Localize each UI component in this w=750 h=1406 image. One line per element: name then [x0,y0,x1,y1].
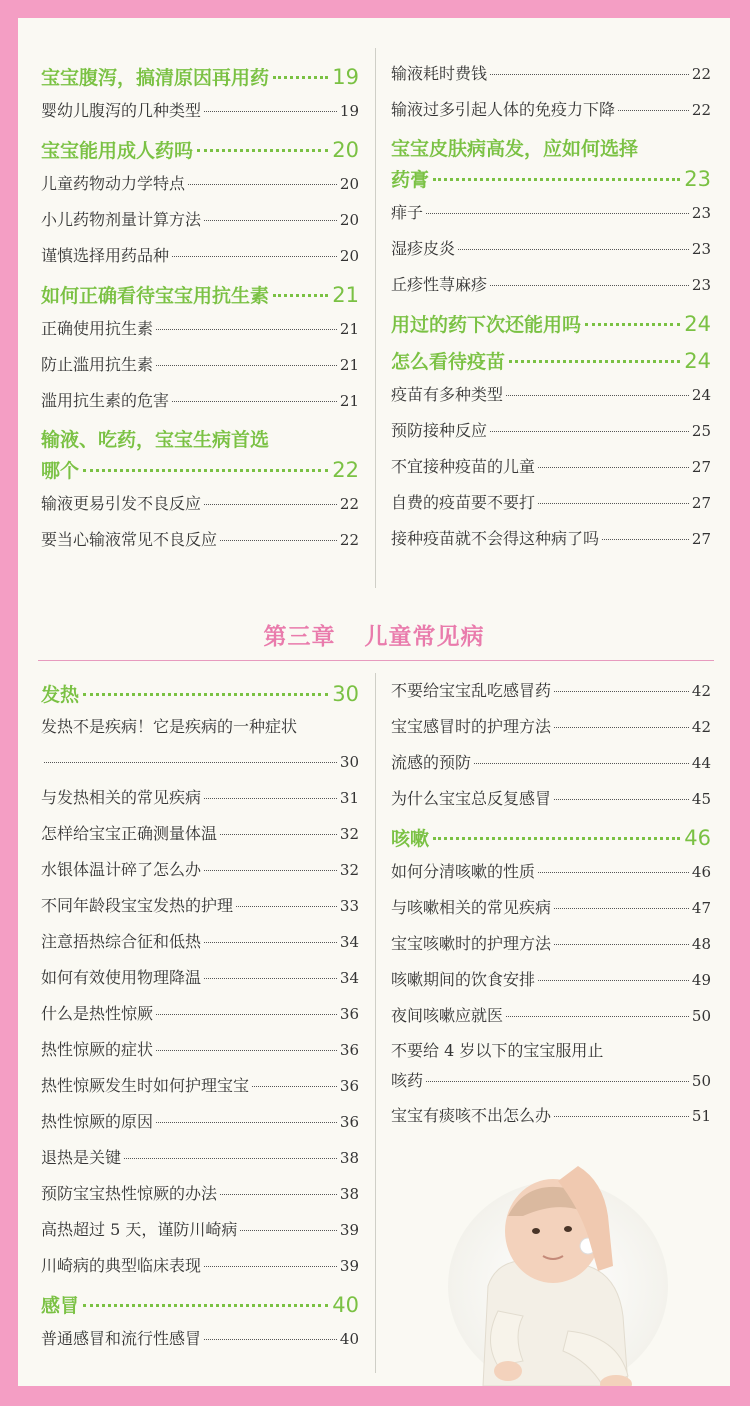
dot-leader [44,762,337,763]
toc-entry [41,996,359,1032]
toc-section-heading [391,134,711,195]
entry-title: 输液过多引起人体的免疫力下降 [391,100,616,119]
entry-page-number: 24 [691,386,711,404]
entry-title: 高热超过 5 天，谨防川崎病 [41,1220,238,1239]
dot-leader [538,467,689,468]
dot-leader [204,220,337,221]
toc-section-heading [41,425,359,486]
toc-section-heading [41,679,359,710]
toc-entry [391,998,711,1034]
section-title-row [391,164,711,195]
chapter-number: 第三章 [263,624,336,650]
entry-title: 接种疫苗就不会得这种病了吗 [391,529,600,548]
entry-title: 婴幼儿腹泻的几种类型 [41,101,202,120]
entry-page-number: 48 [691,935,711,953]
entry-page-number: 30 [339,753,359,771]
dot-leader [554,799,689,800]
dot-leader [83,469,328,472]
toc-section-heading [41,280,359,311]
dot-leader [538,980,689,981]
toc-section-heading [391,823,711,854]
toc-entry [391,521,711,557]
entry-title: 输液耗时费钱 [391,64,488,83]
dot-leader [585,323,680,326]
entry-page-number: 27 [691,530,711,548]
toc-entry [41,522,359,558]
entry-title: 普通感冒和流行性感冒 [41,1329,202,1348]
entry-title: 疫苗有多种类型 [391,385,504,404]
entry-page-number: 36 [339,1113,359,1131]
toc-top-right-column [391,56,711,557]
entry-title: 川崎病的典型临床表现 [41,1256,202,1275]
toc-top-left-column [41,56,359,558]
chapter-rule [38,660,714,661]
entry-title: 防止滥用抗生素 [41,355,154,374]
toc-section-heading [41,135,359,166]
entry-page-number: 44 [691,754,711,772]
dot-leader [220,834,337,835]
dot-leader [204,1339,337,1340]
entry-title: 为什么宝宝总反复感冒 [391,789,552,808]
dot-leader [433,178,680,181]
entry-title: 正确使用抗生素 [41,319,154,338]
entry-page-number: 22 [691,101,711,119]
entry-title: 丘疹性荨麻疹 [391,275,488,294]
entry-title: 如何分清咳嗽的性质 [391,862,536,881]
entry-page-number: 23 [691,204,711,222]
toc-entry [391,890,711,926]
entry-title: 发热不是疾病！它是疾病的一种症状 [41,717,298,736]
toc-entry [41,202,359,238]
entry-page-number: 21 [339,320,359,338]
entry-page-number: 25 [691,422,711,440]
dot-leader [83,693,328,696]
toc-entry [41,888,359,924]
entry-page-number: 19 [339,102,359,120]
section-title: 发热 [41,684,80,706]
dot-leader [426,213,689,214]
entry-page-number: 39 [339,1257,359,1275]
toc-bottom-left-column [41,673,359,1357]
toc-entry [41,93,359,129]
dot-leader [204,111,337,112]
toc-entry [391,1098,711,1134]
dot-leader [156,365,337,366]
chapter-heading [18,618,730,651]
dot-leader [172,401,337,402]
toc-entry [391,745,711,781]
entry-page-number: 33 [339,897,359,915]
entry-title: 不同年龄段宝宝发热的护理 [41,896,234,915]
entry-page-number: 49 [691,971,711,989]
section-title-line1: 输液、吃药，宝宝生病首选 [41,429,270,451]
entry-page-number: 38 [339,1149,359,1167]
entry-title: 热性惊厥发生时如何护理宝宝 [41,1076,250,1095]
dot-leader [506,1016,689,1017]
entry-page-number: 27 [691,494,711,512]
entry-page-number: 21 [339,392,359,410]
dot-leader [554,908,689,909]
entry-page-number: 31 [339,789,359,807]
section-page-number: 19 [332,65,359,89]
entry-page-number: 34 [339,969,359,987]
toc-entry [391,56,711,92]
toc-entry [391,413,711,449]
toc-entry [41,960,359,996]
section-title: 感冒 [41,1295,80,1317]
entry-page-number: 38 [339,1185,359,1203]
entry-page-number: 42 [691,718,711,736]
entry-page-number: 46 [691,863,711,881]
entry-page-number: 22 [691,65,711,83]
section-page-number: 21 [332,283,359,307]
dot-leader [273,76,328,79]
entry-title: 痱子 [391,203,424,222]
toc-section-heading [41,62,359,93]
dot-leader [433,837,680,840]
toc-entry [41,1212,359,1248]
entry-title: 自费的疫苗要不要打 [391,493,536,512]
dot-leader [204,798,337,799]
toc-section-heading [391,309,711,340]
entry-page-number: 42 [691,682,711,700]
section-title: 宝宝能用成人药吗 [41,140,194,162]
entry-title: 夜间咳嗽应就医 [391,1006,504,1025]
toc-entry [391,709,711,745]
dot-leader [490,74,689,75]
section-title: 宝宝腹泻，搞清原因再用药 [41,67,270,89]
toc-entry [391,231,711,267]
entry-page-number: 36 [339,1005,359,1023]
chapter-title: 儿童常见病 [364,624,485,650]
toc-entry [391,854,711,890]
toc-entry [41,486,359,522]
dot-leader [509,360,680,363]
entry-title-line1: 不要给 4 岁以下的宝宝服用止 [391,1041,604,1060]
dot-leader [490,431,689,432]
dot-leader [156,329,337,330]
entry-title: 预防宝宝热性惊厥的办法 [41,1184,218,1203]
entry-page-number: 36 [339,1041,359,1059]
entry-title: 宝宝感冒时的护理方法 [391,717,552,736]
section-title: 如何正确看待宝宝用抗生素 [41,285,270,307]
entry-page-number: 50 [691,1072,711,1090]
dot-leader [204,978,337,979]
entry-page-number: 32 [339,825,359,843]
entry-title: 怎样给宝宝正确测量体温 [41,824,218,843]
toc-entry [41,816,359,852]
dot-leader [273,294,328,297]
toc-entry [41,780,359,816]
dot-leader [538,503,689,504]
dot-leader [602,539,689,540]
section-page-number: 24 [684,312,711,336]
toc-entry [41,1068,359,1104]
dot-leader [554,691,689,692]
entry-title: 热性惊厥的症状 [41,1040,154,1059]
entry-title: 儿童药物动力学特点 [41,174,186,193]
entry-page-number: 47 [691,899,711,917]
entry-title: 输液更易引发不良反应 [41,494,202,513]
section-title: 咳嗽 [391,828,430,850]
toc-entry [41,1032,359,1068]
entry-page-number: 39 [339,1221,359,1239]
toc-entry [41,924,359,960]
dot-leader [426,1081,689,1082]
dot-leader [554,727,689,728]
entry-title: 热性惊厥的原因 [41,1112,154,1131]
toc-entry [391,781,711,817]
entry-title: 与咳嗽相关的常见疾病 [391,898,552,917]
entry-title: 宝宝有痰咳不出怎么办 [391,1106,552,1125]
toc-entry [41,1176,359,1212]
entry-page-number: 36 [339,1077,359,1095]
column-divider-bottom [375,673,376,1373]
toc-section-heading [391,346,711,377]
entry-title: 预防接种反应 [391,421,488,440]
toc-entry [391,926,711,962]
dot-leader [197,149,328,152]
entry-page-number: 22 [339,531,359,549]
entry-page-number: 22 [339,495,359,513]
entry-page-number: 40 [339,1330,359,1348]
toc-entry [41,1321,359,1357]
toc-page [18,18,730,1386]
entry-page-number: 34 [339,933,359,951]
column-divider-top [375,48,376,588]
toc-entry [41,852,359,888]
dot-leader [156,1014,337,1015]
section-title: 用过的药下次还能用吗 [391,314,582,336]
dot-leader [618,110,689,111]
toc-bottom-right-column [391,673,711,1134]
entry-page-number: 20 [339,247,359,265]
section-page-number: 30 [332,682,359,706]
dot-leader [204,504,337,505]
entry-page-number: 51 [691,1107,711,1125]
entry-title: 不要给宝宝乱吃感冒药 [391,681,552,700]
dot-leader [240,1230,337,1231]
entry-title: 宝宝咳嗽时的护理方法 [391,934,552,953]
toc-section-heading [41,1290,359,1321]
entry-leader-row [41,744,359,780]
entry-title: 要当心输液常见不良反应 [41,530,218,549]
dot-leader [124,1158,337,1159]
toc-entry [41,166,359,202]
entry-title: 与发热相关的常见疾病 [41,788,202,807]
dot-leader [204,942,337,943]
section-page-number: 40 [332,1293,359,1317]
toc-entry [41,238,359,274]
entry-page-number: 21 [339,356,359,374]
section-page-number: 24 [684,349,711,373]
toc-entry [391,485,711,521]
section-title-line2: 哪个 [41,460,80,482]
entry-title: 湿疹皮炎 [391,239,456,258]
entry-page-number: 23 [691,276,711,294]
dot-leader [554,944,689,945]
entry-title: 什么是热性惊厥 [41,1004,154,1023]
entry-leader-row [391,1068,711,1098]
toc-entry [391,92,711,128]
dot-leader [538,872,689,873]
entry-page-number: 32 [339,861,359,879]
toc-entry [391,962,711,998]
section-title-row [41,455,359,486]
dot-leader [204,870,337,871]
dot-leader [156,1050,337,1051]
entry-title-line2: 咳药 [391,1071,424,1090]
toc-entry [391,195,711,231]
dot-leader [83,1304,328,1307]
toc-entry [391,449,711,485]
dot-leader [554,1116,689,1117]
section-page-number: 20 [332,138,359,162]
section-page-number: 46 [684,826,711,850]
dot-leader [204,1266,337,1267]
toc-entry [41,311,359,347]
dot-leader [252,1086,337,1087]
toc-entry [391,267,711,303]
dot-leader [188,184,337,185]
dot-leader [458,249,689,250]
toc-entry [41,347,359,383]
dot-leader [236,906,337,907]
baby-photo [428,1136,728,1386]
section-title: 怎么看待疫苗 [391,351,506,373]
entry-page-number: 23 [691,240,711,258]
section-title-line2: 药膏 [391,169,430,191]
entry-page-number: 20 [339,211,359,229]
dot-leader [220,540,337,541]
entry-title: 水银体温计碎了怎么办 [41,860,202,879]
toc-entry [41,383,359,419]
dot-leader [220,1194,337,1195]
dot-leader [506,395,689,396]
section-page-number: 23 [684,167,711,191]
entry-title: 退热是关键 [41,1148,122,1167]
toc-entry [41,710,359,780]
entry-title: 咳嗽期间的饮食安排 [391,970,536,989]
entry-title: 注意捂热综合征和低热 [41,932,202,951]
section-page-number: 22 [332,458,359,482]
dot-leader [474,763,689,764]
dot-leader [172,256,337,257]
toc-entry [41,1140,359,1176]
entry-title: 谨慎选择用药品种 [41,246,170,265]
toc-entry [391,377,711,413]
entry-title: 流感的预防 [391,753,472,772]
toc-entry [41,1248,359,1284]
entry-title: 不宜接种疫苗的儿童 [391,457,536,476]
dot-leader [490,285,689,286]
entry-page-number: 27 [691,458,711,476]
entry-page-number: 50 [691,1007,711,1025]
entry-page-number: 45 [691,790,711,808]
toc-entry [41,1104,359,1140]
toc-entry [391,673,711,709]
dot-leader [156,1122,337,1123]
entry-title: 小儿药物剂量计算方法 [41,210,202,229]
toc-entry [391,1034,711,1098]
section-title-line1: 宝宝皮肤病高发，应如何选择 [391,138,639,160]
entry-title: 如何有效使用物理降温 [41,968,202,987]
entry-page-number: 20 [339,175,359,193]
entry-title: 滥用抗生素的危害 [41,391,170,410]
